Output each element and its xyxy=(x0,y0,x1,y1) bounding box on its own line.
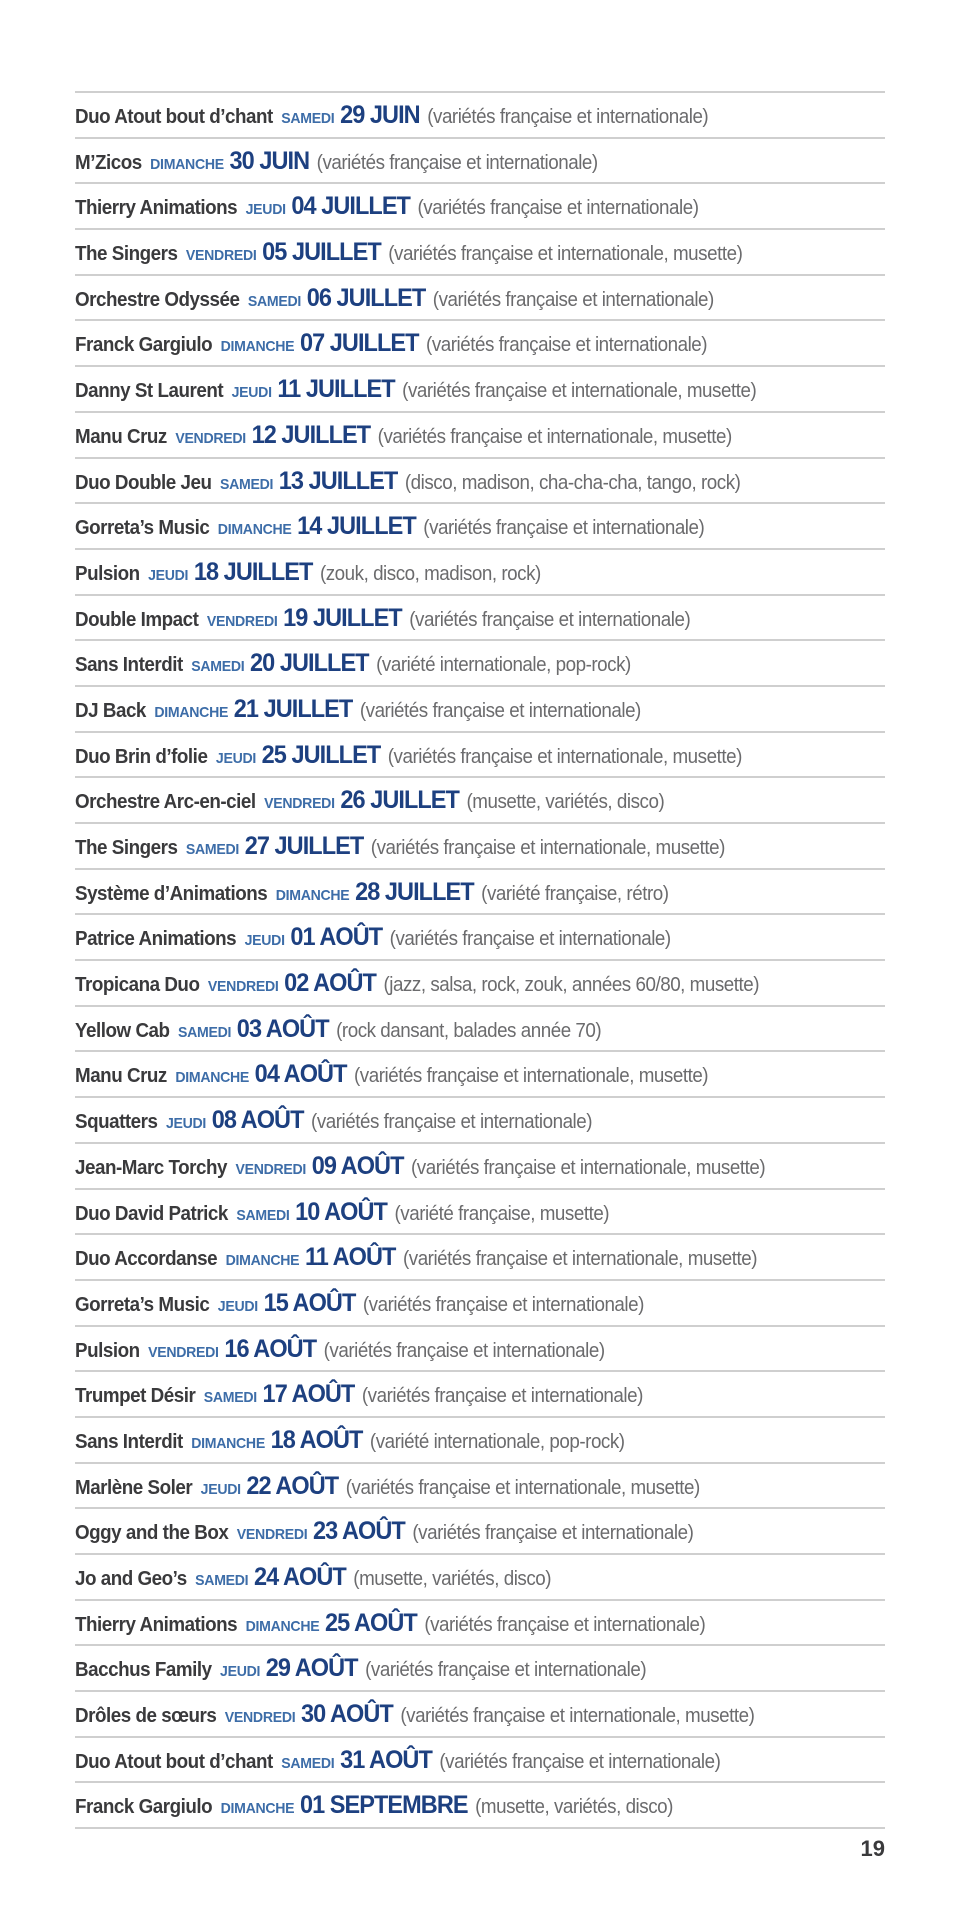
event-day: DIMANCHE xyxy=(245,1617,320,1635)
event-genre: (musette, variétés, disco) xyxy=(475,1796,673,1819)
event-row-text xyxy=(75,1692,754,1741)
event-row xyxy=(75,548,885,594)
event-row-text xyxy=(75,276,714,325)
event-date: 19 JUILLET xyxy=(283,603,402,632)
event-row-text xyxy=(75,504,704,553)
event-row xyxy=(75,822,885,868)
event-date: 17 AOÛT xyxy=(262,1380,355,1409)
event-date: 05 JUILLET xyxy=(262,238,381,267)
event-day: VENDREDI xyxy=(224,1709,296,1727)
artist-name: M’Zicos xyxy=(75,151,142,174)
event-date: 16 AOÛT xyxy=(224,1334,317,1363)
event-genre: (variétés française et internationale) xyxy=(423,517,705,540)
event-genre: (variétés française et internationale) xyxy=(432,288,714,311)
event-row xyxy=(75,731,885,777)
event-day: SAMEDI xyxy=(247,292,302,310)
artist-name: Sans Interdit xyxy=(75,1430,183,1453)
event-row xyxy=(75,228,885,274)
event-row xyxy=(75,411,885,457)
event-row-text xyxy=(75,778,664,827)
artist-name: Duo David Patrick xyxy=(75,1202,228,1225)
event-date: 13 JUILLET xyxy=(278,466,398,495)
event-day: VENDREDI xyxy=(148,1343,219,1361)
event-date: 01 SEPTEMBRE xyxy=(299,1791,468,1820)
event-day: VENDREDI xyxy=(207,978,279,996)
artist-name: Drôles de sœurs xyxy=(75,1705,217,1728)
event-day: JEUDI xyxy=(148,566,189,584)
event-row xyxy=(75,1736,885,1782)
event-row-text xyxy=(75,1281,644,1330)
event-day: SAMEDI xyxy=(236,1206,290,1224)
event-row xyxy=(75,1781,885,1827)
event-row xyxy=(75,91,885,137)
event-row-text xyxy=(75,1509,693,1558)
event-row xyxy=(75,868,885,914)
event-day: JEUDI xyxy=(244,932,285,950)
event-row-text xyxy=(75,321,707,370)
event-date: 07 JUILLET xyxy=(299,329,419,358)
event-date: 28 JUILLET xyxy=(355,877,474,906)
event-date: 31 AOÛT xyxy=(340,1745,432,1774)
event-row-text xyxy=(75,961,759,1010)
event-date: 26 JUILLET xyxy=(340,786,459,815)
event-row xyxy=(75,1370,885,1416)
event-day: SAMEDI xyxy=(195,1572,249,1589)
event-day: JEUDI xyxy=(215,749,257,767)
artist-name: Oggy and the Box xyxy=(75,1522,229,1545)
event-row-text xyxy=(75,596,690,645)
event-genre: (disco, madison, cha-cha-cha, tango, rock) xyxy=(404,471,741,494)
artist-name: Système d’Animations xyxy=(75,882,268,905)
event-row-text xyxy=(75,1144,765,1193)
artist-name: Tropicana Duo xyxy=(75,974,200,997)
event-row xyxy=(75,1644,885,1690)
event-date: 23 AOÛT xyxy=(313,1517,405,1546)
event-row-text xyxy=(75,413,732,462)
event-genre: (variétés française et internationale) xyxy=(417,197,699,220)
event-genre: (variétés française et internationale) xyxy=(359,699,641,722)
event-row-text xyxy=(75,1007,601,1056)
artist-name: DJ Back xyxy=(75,699,146,722)
artist-name: Manu Cruz xyxy=(75,425,167,448)
event-row xyxy=(75,137,885,183)
event-genre: (jazz, salsa, rock, zouk, années 60/80, musette) xyxy=(383,974,760,997)
artist-name: Manu Cruz xyxy=(75,1065,167,1088)
artist-name: Orchestre Odyssée xyxy=(75,288,240,311)
event-row xyxy=(75,913,885,959)
event-day: JEUDI xyxy=(220,1663,261,1681)
event-genre: (variété internationale, pop-rock) xyxy=(376,654,631,677)
event-row xyxy=(75,1096,885,1142)
event-date: 22 AOÛT xyxy=(246,1471,339,1500)
event-genre: (variétés française et internationale, musette) xyxy=(388,243,743,266)
event-day: JEUDI xyxy=(231,384,272,402)
event-date: 29 JUIN xyxy=(340,101,420,129)
event-row xyxy=(75,502,885,548)
event-genre: (variétés française et internationale) xyxy=(389,928,671,951)
event-genre: (variétés française et internationale, musette) xyxy=(400,1705,755,1728)
event-genre: (variétés française et internationale, musette) xyxy=(354,1065,709,1088)
event-date: 20 JUILLET xyxy=(250,649,369,678)
event-list xyxy=(75,91,885,1829)
event-row xyxy=(75,1553,885,1599)
artist-name: Orchestre Arc-en-ciel xyxy=(75,791,256,814)
event-genre: (variété française, rétro) xyxy=(481,882,669,905)
artist-name: Jean-Marc Torchy xyxy=(75,1156,227,1179)
event-day: SAMEDI xyxy=(281,110,335,127)
event-genre: (variétés française et internationale) xyxy=(362,1293,644,1316)
event-date: 11 JUILLET xyxy=(277,375,395,404)
event-date: 03 AOÛT xyxy=(236,1014,329,1043)
event-row-text xyxy=(75,1235,757,1284)
event-day: JEUDI xyxy=(217,1297,258,1315)
event-row-text xyxy=(75,1190,609,1239)
event-day: JEUDI xyxy=(200,1480,241,1498)
event-date: 18 AOÛT xyxy=(270,1425,363,1454)
event-row-text xyxy=(75,184,699,233)
artist-name: Jo and Geo’s xyxy=(75,1568,187,1590)
event-row-text xyxy=(75,1601,705,1650)
event-genre: (zouk, disco, madison, rock) xyxy=(319,562,541,585)
artist-name: Gorreta’s Music xyxy=(75,1293,210,1316)
artist-name: Pulsion xyxy=(75,562,140,585)
event-row-text xyxy=(75,1372,643,1421)
event-row xyxy=(75,182,885,228)
event-date: 10 AOÛT xyxy=(295,1197,387,1226)
artist-name: Marlène Soler xyxy=(75,1476,193,1499)
artist-name: Double Impact xyxy=(75,608,199,631)
artist-name: Franck Gargiulo xyxy=(75,1796,213,1819)
event-row xyxy=(75,457,885,503)
event-date: 30 JUIN xyxy=(229,146,310,175)
event-day: DIMANCHE xyxy=(220,338,295,356)
artist-name: Thierry Animations xyxy=(75,1613,238,1636)
event-date: 02 AOÛT xyxy=(284,969,376,998)
event-genre: (variétés française et internationale) xyxy=(424,1613,706,1636)
event-genre: (variétés française et internationale, musette) xyxy=(402,1248,758,1271)
event-day: DIMANCHE xyxy=(150,155,224,173)
event-day: VENDREDI xyxy=(175,429,246,447)
event-genre: (variétés française et internationale, musette) xyxy=(387,745,742,768)
event-date: 01 AOÛT xyxy=(290,923,383,952)
event-row xyxy=(75,365,885,411)
event-genre: (variétés française et internationale) xyxy=(426,334,708,357)
event-genre: (variétés française et internationale) xyxy=(323,1339,605,1362)
event-row-text xyxy=(75,1098,592,1147)
event-row-text xyxy=(75,139,598,188)
event-date: 27 JUILLET xyxy=(244,832,364,860)
event-row-text xyxy=(75,367,756,416)
event-genre: (variétés française et internationale, musette) xyxy=(370,837,725,859)
event-day: DIMANCHE xyxy=(225,1252,300,1270)
event-day: VENDREDI xyxy=(206,612,278,630)
event-row xyxy=(75,1462,885,1508)
event-day: SAMEDI xyxy=(178,1023,232,1041)
event-date: 09 AOÛT xyxy=(311,1151,404,1180)
event-row-text xyxy=(75,550,541,599)
event-date: 18 JUILLET xyxy=(193,557,313,586)
event-genre: (variétés française et internationale, musette) xyxy=(377,425,732,448)
event-row xyxy=(75,1233,885,1279)
artist-name: Duo Brin d’folie xyxy=(75,745,208,768)
artist-name: Pulsion xyxy=(75,1339,140,1362)
artist-name: Danny St Laurent xyxy=(75,380,224,403)
event-row-text xyxy=(75,824,725,873)
event-row-text xyxy=(75,870,669,919)
event-row xyxy=(75,274,885,320)
event-row-text xyxy=(75,1327,605,1376)
event-date: 25 AOÛT xyxy=(324,1608,417,1637)
event-row-text xyxy=(75,1783,673,1832)
event-row-text xyxy=(75,459,740,508)
event-date: 06 JUILLET xyxy=(306,283,426,312)
event-genre: (variétés française et internationale) xyxy=(361,1385,643,1408)
event-day: VENDREDI xyxy=(236,1526,308,1544)
event-day: JEUDI xyxy=(165,1115,207,1133)
event-date: 21 JUILLET xyxy=(233,694,353,723)
artist-name: Duo Atout bout d’chant xyxy=(75,106,273,128)
event-row-text xyxy=(75,1464,700,1513)
event-row-text xyxy=(75,641,631,690)
event-date: 15 AOÛT xyxy=(263,1288,356,1317)
event-row-text xyxy=(75,915,671,964)
event-day: VENDREDI xyxy=(185,247,257,265)
artist-name: Trumpet Désir xyxy=(75,1385,196,1408)
event-day: SAMEDI xyxy=(219,475,274,493)
event-row-text xyxy=(75,1052,708,1101)
artist-name: Bacchus Family xyxy=(75,1659,212,1682)
event-day: DIMANCHE xyxy=(275,886,350,904)
event-row xyxy=(75,319,885,365)
event-day: DIMANCHE xyxy=(175,1069,250,1087)
event-date: 24 AOÛT xyxy=(253,1563,346,1591)
event-row xyxy=(75,1050,885,1096)
event-date: 08 AOÛT xyxy=(211,1106,304,1135)
event-day: SAMEDI xyxy=(281,1754,335,1772)
event-row-text xyxy=(75,230,742,279)
event-day: DIMANCHE xyxy=(217,521,292,539)
event-date: 29 AOÛT xyxy=(265,1654,358,1683)
event-day: VENDREDI xyxy=(235,1160,307,1178)
event-date: 25 JUILLET xyxy=(261,740,381,769)
event-genre: (variétés française et internationale, musette) xyxy=(345,1476,700,1499)
event-row xyxy=(75,1416,885,1462)
event-row xyxy=(75,776,885,822)
event-genre: (variétés française et internationale) xyxy=(439,1750,721,1773)
artist-name: Yellow Cab xyxy=(75,1019,170,1042)
event-row xyxy=(75,1690,885,1736)
event-date: 12 JUILLET xyxy=(251,420,371,449)
event-day: SAMEDI xyxy=(203,1389,257,1407)
event-row-text xyxy=(75,1555,551,1604)
event-genre: (musette, variétés, disco) xyxy=(353,1568,552,1590)
event-date: 14 JUILLET xyxy=(297,512,416,541)
event-day: DIMANCHE xyxy=(191,1434,265,1452)
event-day: VENDREDI xyxy=(264,795,335,813)
event-day: JEUDI xyxy=(245,201,286,219)
event-day: DIMANCHE xyxy=(220,1800,295,1818)
event-genre: (variétés française et internationale) xyxy=(427,106,709,128)
event-day: SAMEDI xyxy=(191,658,245,676)
event-genre: (variété française, musette) xyxy=(394,1202,610,1225)
artist-name: Duo Double Jeu xyxy=(75,471,212,494)
event-row xyxy=(75,1005,885,1051)
event-genre: (musette, variétés, disco) xyxy=(466,791,665,814)
event-row xyxy=(75,1325,885,1371)
artist-name: Duo Accordanse xyxy=(75,1248,218,1271)
event-row-text xyxy=(75,687,641,736)
event-row xyxy=(75,639,885,685)
event-date: 04 JUILLET xyxy=(291,192,410,221)
event-day: DIMANCHE xyxy=(154,703,229,721)
event-row-text xyxy=(75,1738,720,1787)
artist-name: Franck Gargiulo xyxy=(75,334,213,357)
event-date: 30 AOÛT xyxy=(301,1700,393,1729)
event-row xyxy=(75,1188,885,1234)
event-row xyxy=(75,594,885,640)
event-genre: (variété internationale, pop-rock) xyxy=(369,1430,625,1453)
event-date: 11 AOÛT xyxy=(304,1243,396,1272)
event-row-text xyxy=(75,733,742,782)
event-row xyxy=(75,959,885,1005)
artist-name: Patrice Animations xyxy=(75,928,237,951)
event-genre: (rock dansant, balades année 70) xyxy=(336,1019,602,1042)
page-footer xyxy=(75,1836,885,1862)
event-genre: (variétés française et internationale) xyxy=(412,1522,694,1545)
artist-name: Squatters xyxy=(75,1111,158,1134)
event-genre: (variétés française et internationale) xyxy=(409,608,691,631)
event-row-text xyxy=(75,1418,625,1467)
event-genre: (variétés française et internationale) xyxy=(365,1659,647,1682)
artist-name: Gorreta’s Music xyxy=(75,517,210,540)
event-row xyxy=(75,685,885,731)
event-day: SAMEDI xyxy=(185,841,240,858)
event-row-text xyxy=(75,1646,646,1695)
event-row xyxy=(75,1142,885,1188)
event-row-text xyxy=(75,93,708,142)
event-genre: (variétés française et internationale, musette) xyxy=(411,1156,766,1179)
event-date: 04 AOÛT xyxy=(254,1060,347,1089)
event-row xyxy=(75,1279,885,1325)
event-genre: (variétés française et internationale) xyxy=(316,151,598,174)
artist-name: Thierry Animations xyxy=(75,197,238,220)
event-row xyxy=(75,1507,885,1553)
event-row xyxy=(75,1599,885,1645)
artist-name: The Singers xyxy=(75,243,178,266)
event-genre: (variétés française et internationale) xyxy=(311,1111,593,1134)
page-number: 19 xyxy=(860,1836,885,1861)
artist-name: Sans Interdit xyxy=(75,654,183,677)
artist-name: The Singers xyxy=(75,837,178,859)
event-genre: (variétés française et internationale, musette) xyxy=(402,380,757,403)
artist-name: Duo Atout bout d’chant xyxy=(75,1750,273,1773)
